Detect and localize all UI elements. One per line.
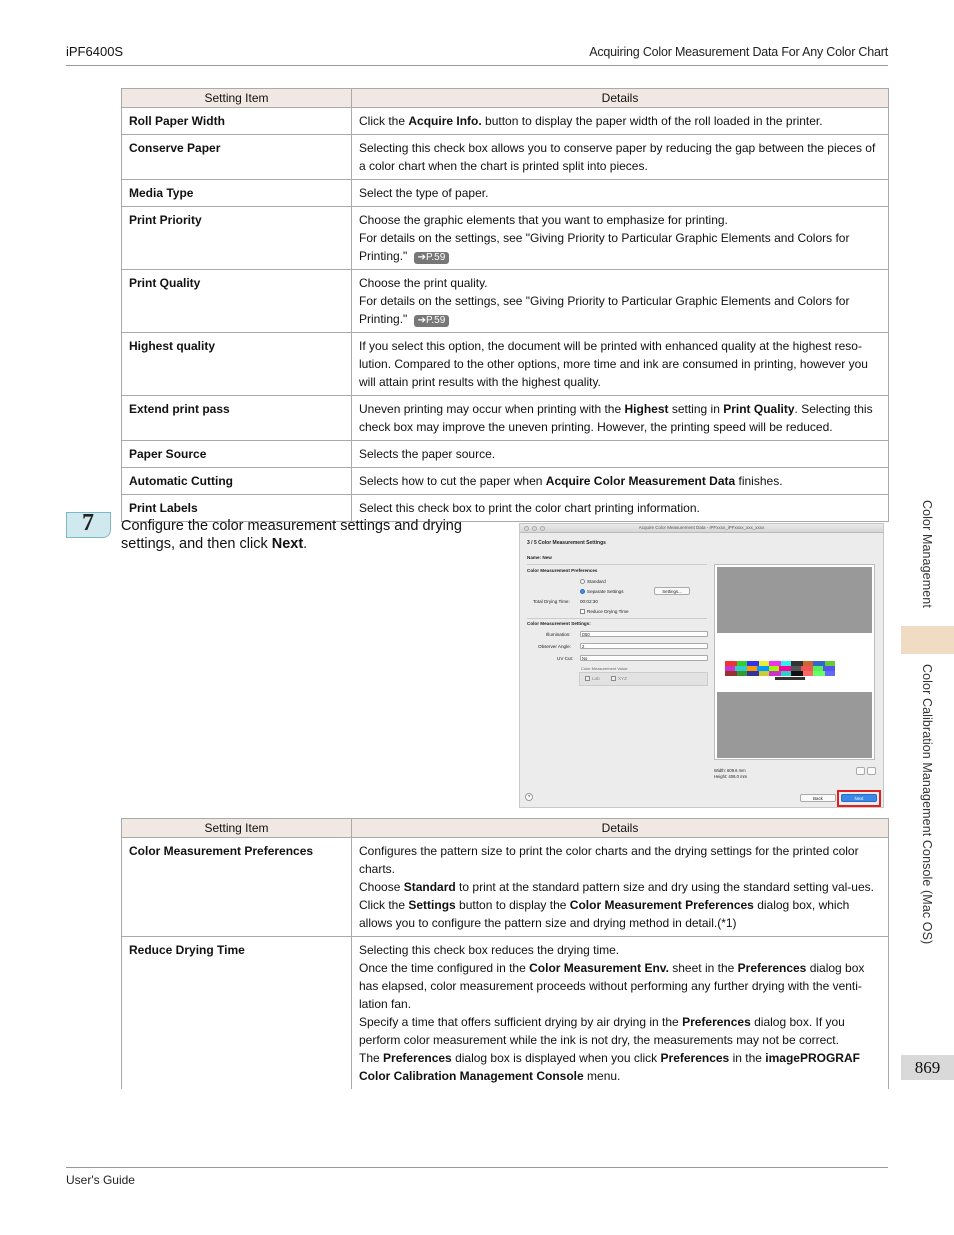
observer-angle-select[interactable]: 2: [580, 643, 708, 649]
details-text: Select this check box to print the color chart printing information.: [359, 501, 700, 515]
reduce-drying-checkbox[interactable]: [580, 609, 585, 614]
details-cell: [352, 108, 889, 135]
table-row: [122, 396, 889, 441]
details-text: to print at the standard pattern size and dry using the standard setting val-ues.: [455, 880, 874, 894]
measurement-values-label: Color Measurement Value:: [581, 666, 629, 671]
details-text: Selecting this check box reduces the drying time.: [359, 943, 620, 957]
column-header-details: Details: [352, 89, 889, 108]
details-text: Choose the print quality.: [359, 276, 488, 290]
setting-item-cell: Print Quality: [122, 270, 352, 333]
reduce-drying-label: Reduce Drying Time: [587, 609, 629, 614]
dialog-step-title: 3 / 5 Color Measurement Settings: [527, 540, 606, 546]
dialog-name-label: Name: New: [527, 555, 552, 560]
separate-settings-radio[interactable]: [580, 589, 585, 594]
details-cell: [352, 207, 889, 270]
details-text: dialog box is displayed when you click: [451, 1051, 661, 1065]
acquire-color-measurement-dialog: [519, 523, 884, 808]
settings-table-1: [121, 88, 889, 522]
illumination-select[interactable]: D50: [580, 631, 708, 637]
next-button-highlight: [837, 790, 881, 807]
details-text: menu.: [583, 1069, 621, 1083]
drying-time-label: Total Drying Time:: [533, 599, 570, 604]
details-cell: [352, 270, 889, 333]
standard-radio[interactable]: [580, 579, 585, 584]
side-tab-marker: [901, 626, 954, 654]
details-text: dialog box has elapsed, color measurement proceeds without performing any further drying with the venti-lation fan.: [359, 961, 865, 1011]
height-readout: Height: 406.0 mm: [714, 774, 748, 779]
column-header-details: Details: [352, 819, 889, 838]
page-reference-link[interactable]: ➔P.59: [414, 252, 450, 264]
details-bold-text: Preferences: [682, 1015, 751, 1029]
table-row: [122, 180, 889, 207]
details-text: button to display the: [455, 898, 570, 912]
details-bold-text: Acquire Color Measurement Data: [545, 474, 736, 488]
chart-preview-pane: [714, 564, 875, 760]
details-bold-text: Standard: [403, 880, 456, 894]
xyz-label: XYZ: [618, 676, 627, 681]
table-row: [122, 333, 889, 396]
lab-label: Lab: [592, 676, 600, 681]
observer-angle-label: Observer Angle:: [538, 644, 571, 649]
details-text: Click the: [359, 898, 409, 912]
details-text: Uneven printing may occur when printing with the: [359, 402, 625, 416]
table-row: [122, 135, 889, 180]
details-cell: [352, 180, 889, 207]
setting-item-cell: Color Measurement Preferences: [122, 838, 352, 937]
settings-table-2: [121, 818, 889, 1089]
prefs-heading: Color Measurement Preferences: [527, 568, 598, 573]
zoom-in-icon[interactable]: [856, 767, 865, 775]
next-button[interactable]: Next: [841, 794, 877, 802]
details-bold-text: Preferences: [383, 1051, 452, 1065]
header-section-title: Acquiring Color Measurement Data For Any Color Chart: [589, 45, 888, 59]
table-row: [122, 270, 889, 333]
settings-button[interactable]: Settings...: [654, 587, 690, 595]
details-text: For details on the settings, see "Giving Priority to Particular Graphic Elements and Colors for Printing.": [359, 231, 850, 263]
setting-item-cell: Print Labels: [122, 495, 352, 522]
divider: [527, 618, 707, 619]
details-text: dialog box, which allows you to configure the pattern size and drying method in detail.(*1): [359, 898, 850, 930]
details-text: setting in: [668, 402, 724, 416]
details-text: The: [359, 1051, 384, 1065]
details-cell: [352, 937, 889, 1090]
details-cell: [352, 396, 889, 441]
details-text: Once the time configured in the: [359, 961, 530, 975]
details-cell: [352, 441, 889, 468]
details-text: Selects the paper source.: [359, 447, 496, 461]
setting-item-cell: Roll Paper Width: [122, 108, 352, 135]
details-text: Choose the graphic elements that you want to emphasize for printing.: [359, 213, 728, 227]
setting-item-cell: Conserve Paper: [122, 135, 352, 180]
details-text: Click the: [359, 114, 409, 128]
step-number-badge: 7: [66, 512, 111, 538]
setting-item-cell: Extend print pass: [122, 396, 352, 441]
standard-label: Standard: [587, 579, 606, 584]
details-text: finishes.: [735, 474, 783, 488]
details-bold-text: Settings: [408, 898, 456, 912]
footer-guide-label: User's Guide: [66, 1173, 135, 1187]
help-icon[interactable]: ?: [525, 793, 533, 801]
details-bold-text: Acquire Info.: [408, 114, 482, 128]
details-text: For details on the settings, see "Giving Priority to Particular Graphic Elements and Colors for Printing.": [359, 294, 850, 326]
details-bold-text: Highest: [624, 402, 669, 416]
page-reference-link[interactable]: ➔P.59: [414, 315, 450, 327]
footer-rule: [66, 1167, 888, 1168]
table-row: [122, 838, 889, 937]
side-chapter-label: Color Management: [920, 500, 934, 608]
drying-time-value: 00:02:30: [580, 599, 598, 604]
settings-heading: Color Measurement Settings:: [527, 621, 591, 626]
table-row: [122, 108, 889, 135]
table-row: [122, 441, 889, 468]
header-rule: [66, 65, 888, 66]
details-bold-text: Print Quality: [723, 402, 795, 416]
details-cell: [352, 333, 889, 396]
details-bold-text: imagePROGRAF Color Calibration Management Console: [359, 1051, 860, 1083]
width-readout: Width: 609.6 mm: [714, 768, 746, 773]
details-bold-text: Preferences: [660, 1051, 730, 1065]
details-text: button to display the paper width of the roll loaded in the printer.: [481, 114, 823, 128]
setting-item-cell: Automatic Cutting: [122, 468, 352, 495]
setting-item-cell: Media Type: [122, 180, 352, 207]
setting-item-cell: Paper Source: [122, 441, 352, 468]
illumination-label: Illumination:: [546, 632, 571, 637]
side-subsection-label: Color Calibration Management Console (Mac OS): [920, 664, 934, 945]
xyz-checkbox[interactable]: [611, 676, 616, 681]
uv-cut-select[interactable]: No: [580, 655, 708, 661]
column-header-setting-item: Setting Item: [122, 89, 352, 108]
table-row: [122, 207, 889, 270]
table-row: [122, 937, 889, 1090]
column-header-setting-item: Setting Item: [122, 819, 352, 838]
details-text: sheet in the: [668, 961, 738, 975]
table-row: [122, 468, 889, 495]
lab-checkbox[interactable]: [585, 676, 590, 681]
details-text: If you select this option, the document will be printed with enhanced quality at the highest reso-lution. Compared to the other options, more time and ink are consumed in printing, however you will attain print results with the highest quality.: [359, 339, 868, 389]
preview-top-gray: [717, 567, 872, 633]
setting-item-cell: Reduce Drying Time: [122, 937, 352, 1090]
step-instruction: Configure the color measurement settings and drying settings, and then click Next.: [121, 518, 462, 552]
back-button[interactable]: Back: [800, 794, 836, 802]
separate-settings-label: Separate Settings: [587, 589, 624, 594]
details-text: Configures the pattern size to print the color charts and the drying settings for the printed color charts.: [359, 844, 859, 876]
uv-cut-label: UV Cut:: [557, 656, 574, 661]
setting-item-cell: Print Priority: [122, 207, 352, 270]
header-model: iPF6400S: [66, 44, 124, 59]
divider: [527, 564, 707, 565]
details-text: Selecting this check box allows you to conserve paper by reducing the gap between the pieces of a color chart when the chart is printed split into pieces.: [359, 141, 876, 173]
details-text: Selects how to cut the paper when: [359, 474, 546, 488]
zoom-out-icon[interactable]: [867, 767, 876, 775]
details-text: Choose: [359, 880, 404, 894]
page-number: 869: [901, 1055, 954, 1080]
details-cell: [352, 838, 889, 937]
details-text: Specify a time that offers sufficient drying by air drying in the: [359, 1015, 683, 1029]
details-text: . Selecting this check box may improve the uneven printing. However, the printing speed will be reduced.: [359, 402, 873, 434]
details-bold-text: Color Measurement Preferences: [569, 898, 754, 912]
setting-item-cell: Highest quality: [122, 333, 352, 396]
color-chart-thumbnail: [725, 661, 843, 681]
details-text: Select the type of paper.: [359, 186, 489, 200]
dialog-titlebar: [520, 524, 883, 533]
details-text: dialog box. If you perform color measurement while the ink is not dry, the measurements may not be correct.: [359, 1015, 845, 1047]
details-cell: [352, 468, 889, 495]
details-bold-text: Preferences: [737, 961, 807, 975]
details-bold-text: Color Measurement Env.: [529, 961, 669, 975]
dialog-title: Acquire Color Measurement Data - iPFxxxx_iPFxxxx_xxx_xxxx: [638, 525, 765, 530]
preview-bottom-gray: [717, 692, 872, 758]
details-cell: [352, 135, 889, 180]
details-text: in the: [729, 1051, 766, 1065]
